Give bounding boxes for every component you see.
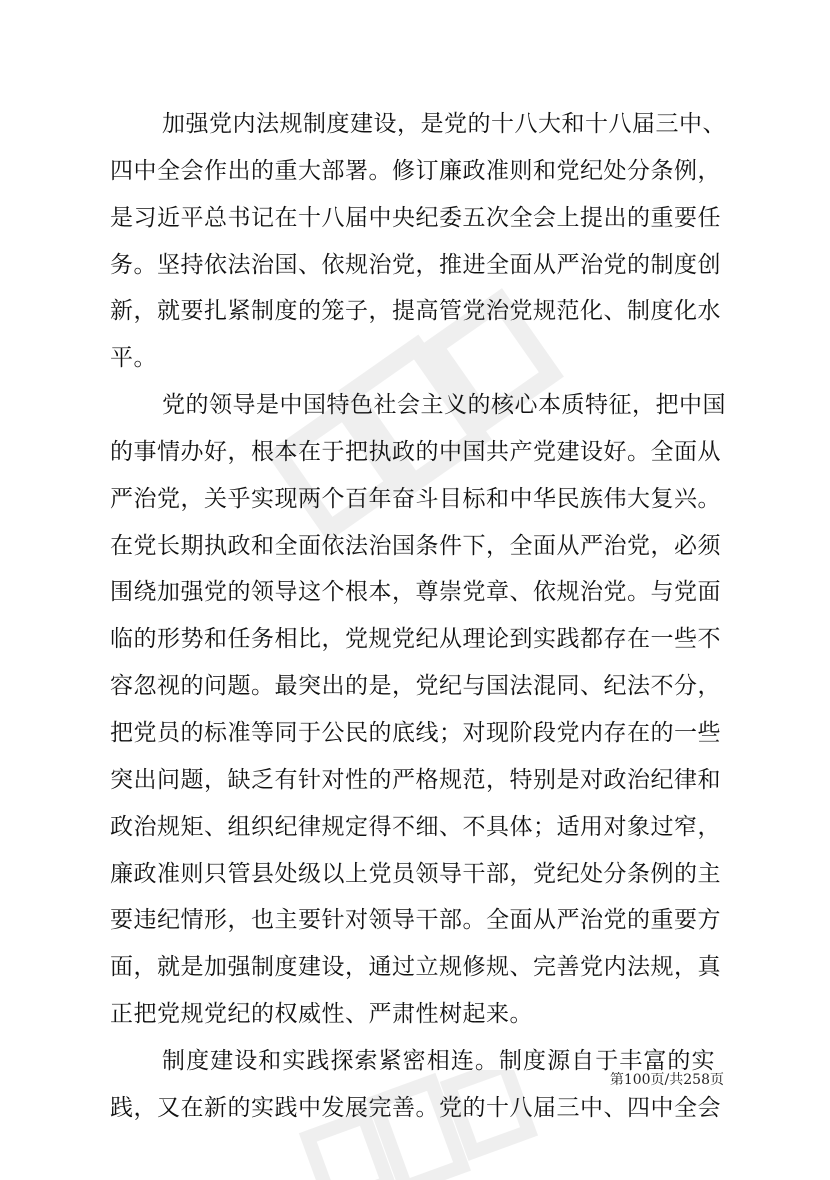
text-line: 严治党，关乎实现两个百年奋斗目标和中华民族伟大复兴。 xyxy=(110,485,721,512)
text-line: 新，就要扎紧制度的笼子，提高管党治党规范化、制度化水 xyxy=(110,298,721,325)
text-line: 廉政准则只管县处级以上党员领导干部，党纪处分条例的主 xyxy=(110,860,721,887)
document-body xyxy=(110,101,726,1132)
text-line: 突出问题，缺乏有针对性的严格规范，特别是对政治纪律和 xyxy=(110,766,721,793)
text-line: 践，又在新的实践中发展完善。党的十八届三中、四中全会 xyxy=(110,1094,721,1121)
text-line: 加强党内法规制度建设，是党的十八大和十八届三中、 xyxy=(162,111,726,137)
text-line: 把党员的标准等同于公民的底线；对现阶段党内存在的一些 xyxy=(110,719,721,746)
text-line: 临的形势和任务相比，党规党纪从理论到实践都存在一些不 xyxy=(110,626,721,653)
text-line: 面，就是加强制度建设，通过立规修规、完善党内法规，真 xyxy=(110,954,721,981)
text-line: 要违纪情形，也主要针对领导干部。全面从严治党的重要方 xyxy=(110,907,721,934)
text-line: 务。坚持依法治国、依规治党，推进全面从严治党的制度创 xyxy=(110,251,721,278)
text-line: 政治规矩、组织纪律规定得不细、不具体；适用对象过窄， xyxy=(110,813,721,840)
text-line: 四中全会作出的重大部署。修订廉政准则和党纪处分条例， xyxy=(110,157,721,184)
text-line: 围绕加强党的领导这个根本，尊崇党章、依规治党。与党面 xyxy=(110,579,721,606)
text-line: 容忽视的问题。最突出的是，党纪与国法混同、纪法不分， xyxy=(110,673,721,700)
text-line: 的事情办好，根本在于把执政的中国共产党建设好。全面从 xyxy=(110,438,721,465)
text-line: 制度建设和实践探索紧密相连。制度源自于丰富的实 xyxy=(162,1047,715,1074)
text-line: 正把党规党纪的权威性、严肃性树起来。 xyxy=(110,1001,533,1028)
page-number: 第100页/共258页 xyxy=(609,1072,724,1088)
text-line: 是习近平总书记在十八届中央纪委五次全会上提出的重要任 xyxy=(110,204,721,231)
text-line: 平。 xyxy=(110,345,157,372)
text-line: 党的领导是中国特色社会主义的核心本质特征，把中国 xyxy=(162,392,726,419)
text-line: 在党长期执政和全面依法治国条件下，全面从严治党，必须 xyxy=(110,532,721,559)
